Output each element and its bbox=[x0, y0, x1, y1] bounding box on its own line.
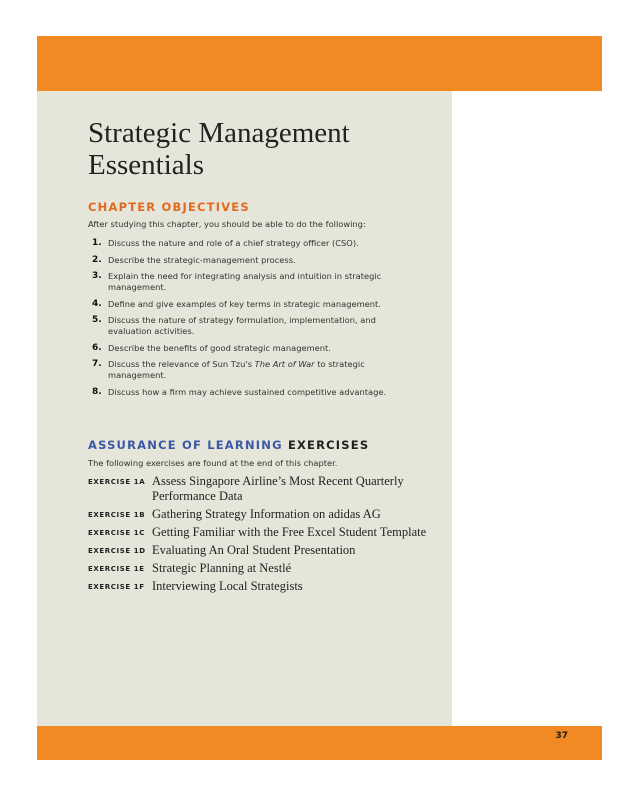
objective-text: Discuss the nature and role of a chief strategy officer (CSO). bbox=[108, 238, 359, 248]
objective-number: 4. bbox=[92, 298, 102, 309]
exercise-title: Strategic Planning at Nestlé bbox=[152, 561, 292, 575]
exercise-label: EXERCISE 1E bbox=[88, 565, 145, 573]
objective-item bbox=[92, 387, 422, 398]
assurance-intro: The following exercises are found at the end of this chapter. bbox=[88, 458, 338, 468]
objective-item bbox=[92, 315, 422, 337]
exercise-title: Assess Singapore Airline’s Most Recent Quarterly Performance Data bbox=[152, 474, 404, 503]
objective-number: 6. bbox=[92, 342, 102, 353]
chapter-objectives-heading: CHAPTER OBJECTIVES bbox=[88, 200, 250, 214]
content-panel bbox=[37, 91, 452, 726]
exercise-title: Evaluating An Oral Student Presentation bbox=[152, 543, 356, 557]
objective-number: 7. bbox=[92, 359, 102, 369]
objective-text: Describe the strategic-management process. bbox=[108, 254, 296, 265]
assurance-heading-blue: ASSURANCE OF LEARNING bbox=[88, 438, 283, 452]
objective-item bbox=[92, 255, 422, 266]
objective-number: 5. bbox=[92, 315, 102, 325]
exercise-label: EXERCISE 1F bbox=[88, 583, 145, 591]
objective-item bbox=[92, 359, 422, 381]
objective-text-before: Discuss the relevance of Sun Tzu's bbox=[108, 359, 255, 369]
assurance-of-learning-heading bbox=[88, 438, 369, 452]
objective-number: 3. bbox=[92, 271, 102, 281]
exercise-label: EXERCISE 1A bbox=[88, 478, 146, 486]
objective-item bbox=[92, 299, 422, 310]
objective-text: Explain the need for integrating analysis and intuition in strategic management. bbox=[108, 271, 382, 292]
objective-text: Define and give examples of key terms in strategic management. bbox=[108, 298, 381, 309]
exercise-item bbox=[88, 561, 428, 576]
exercise-label: EXERCISE 1C bbox=[88, 529, 145, 537]
exercise-list bbox=[88, 474, 428, 597]
page-number: 37 bbox=[555, 731, 568, 741]
objective-item bbox=[92, 238, 422, 249]
objectives-list bbox=[92, 238, 422, 403]
objective-number: 2. bbox=[92, 254, 102, 265]
assurance-heading-dark: EXERCISES bbox=[287, 438, 370, 452]
objective-text: Discuss how a firm may achieve sustained competitive advantage. bbox=[108, 386, 387, 397]
objective-item bbox=[92, 271, 422, 293]
exercise-item bbox=[88, 543, 428, 558]
exercise-item bbox=[88, 525, 428, 540]
objective-item bbox=[92, 343, 422, 354]
objective-text: Discuss the nature of strategy formulation, implementation, and evaluation activities. bbox=[108, 315, 376, 336]
exercise-label: EXERCISE 1B bbox=[88, 511, 146, 519]
objective-number: 1. bbox=[92, 238, 102, 248]
book-title: The Art of War bbox=[254, 359, 315, 369]
objective-number: 8. bbox=[92, 386, 102, 397]
exercise-title: Gathering Strategy Information on adidas AG bbox=[152, 507, 381, 521]
exercise-item bbox=[88, 474, 428, 504]
exercise-label: EXERCISE 1D bbox=[88, 547, 146, 555]
exercise-title: Getting Familiar with the Free Excel Student Template bbox=[152, 525, 427, 539]
exercise-item bbox=[88, 507, 428, 522]
page-title: Strategic Management Essentials bbox=[88, 117, 350, 181]
objective-text-after: to strategic management. bbox=[108, 359, 365, 380]
exercise-item bbox=[88, 579, 428, 594]
objective-text: Describe the benefits of good strategic management. bbox=[108, 342, 331, 353]
objectives-intro: After studying this chapter, you should be able to do the following: bbox=[88, 219, 366, 229]
top-banner bbox=[37, 36, 602, 91]
objective-text bbox=[108, 359, 422, 381]
exercise-title: Interviewing Local Strategists bbox=[152, 579, 303, 593]
bottom-banner bbox=[37, 726, 602, 760]
